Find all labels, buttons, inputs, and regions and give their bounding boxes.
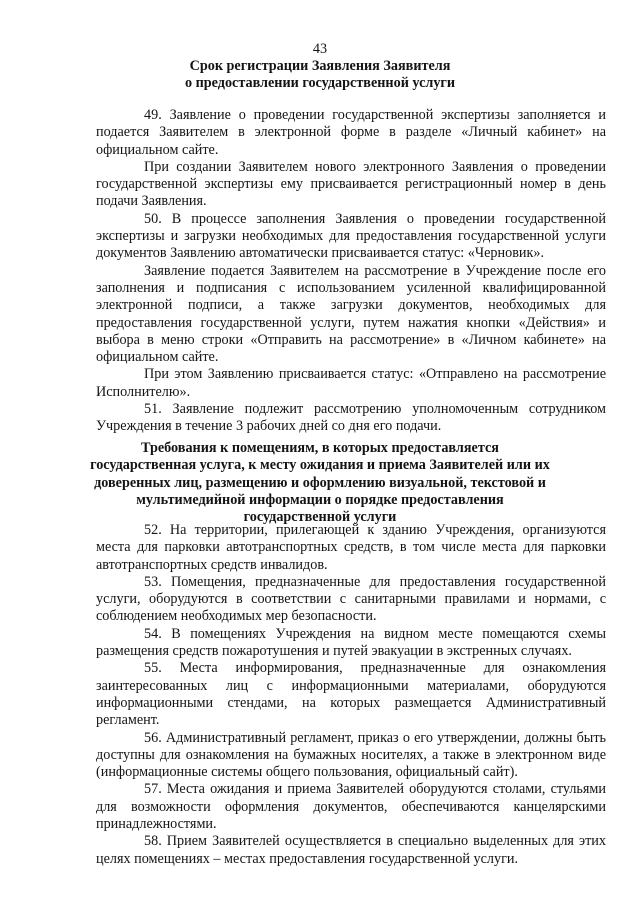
section-title-premises: Требования к помещениям, в которых предоставляется государственная услуга, к месту ожидания и приема Заявителей или их доверенных лиц, размещению и оформлению визуальной, текстовой и мультимедийной информации о порядке предоставления государственной услуги: [90, 440, 550, 526]
paragraph-50: 50. В процессе заполнения Заявления о проведении государственной экспертизы и загрузки необходимых для предоставления государственной услуги документов Заявлению автоматически присваивается статус: «Черновик».: [96, 210, 606, 262]
paragraph-status: При этом Заявлению присваивается статус: «Отправлено на рассмотрение Исполнителю».: [96, 366, 606, 400]
section-body-registration: [96, 107, 606, 436]
paragraph-54: 54. В помещениях Учреждения на видном месте помещаются схемы размещения средств пожаротушения и путей эвакуации в экстренных случаях.: [96, 625, 606, 660]
paragraph-51: 51. Заявление подлежит рассмотрению уполномоченным сотрудником Учреждения в течение 3 рабочих дней со дня его подачи.: [96, 401, 606, 435]
paragraph-49: 49. Заявление о проведении государственной экспертизы заполняется и подается Заявителем в электронной форме в разделе «Личный кабинет» на официальном сайте.: [96, 107, 606, 158]
paragraph-55: 55. Места информирования, предназначенные для ознакомления заинтересованных лиц с информационными материалами, оборудуются информационными стендами, на которых размещается Административный регламент.: [96, 660, 606, 729]
paragraph-registration-number: При создании Заявителем нового электронного Заявления о проведении государственной экспертизы ему присваивается регистрационный номер в день подачи Заявления.: [96, 158, 606, 210]
paragraph-56: 56. Административный регламент, приказ о его утверждении, должны быть доступны для ознакомления на бумажных носителях, а также в электронном виде (информационные системы общего пользования, официальный сайт).: [96, 729, 606, 781]
paragraph-52: 52. На территории, прилегающей к зданию Учреждения, организуются места для парковки автотранспортных средств, в том числе места для парковки автотранспортных средств инвалидов.: [96, 522, 606, 573]
paragraph-58: 58. Прием Заявителей осуществляется в специально выделенных для этих целях помещениях – местах предоставления государственной услуги.: [96, 833, 606, 867]
paragraph-57: 57. Места ожидания и приема Заявителей оборудуются столами, стульями для возможности оформления документов, обеспечиваются канцелярскими принадлежностями.: [96, 781, 606, 833]
paragraph-submission: Заявление подается Заявителем на рассмотрение в Учреждение после его заполнения и подписания с использованием усиленной квалифицированной электронной подписи, а также загрузки документов, необходимых для предоставления государственной услуги, путем нажатия кнопки «Действия» и выбора в меню строки «Отправить на рассмотрение» в «Личном кабинете» на официальном сайте.: [96, 262, 606, 366]
section-body-premises: [96, 522, 606, 868]
paragraph-53: 53. Помещения, предназначенные для предоставления государственной услуги, оборудуются в соответствии с санитарными правилами и нормами, с соблюдением необходимых мер безопасности.: [96, 573, 606, 625]
page-number: 43: [312, 41, 328, 57]
section-title-registration: Срок регистрации Заявления Заявителя о предоставлении государственной услуги: [184, 58, 456, 92]
